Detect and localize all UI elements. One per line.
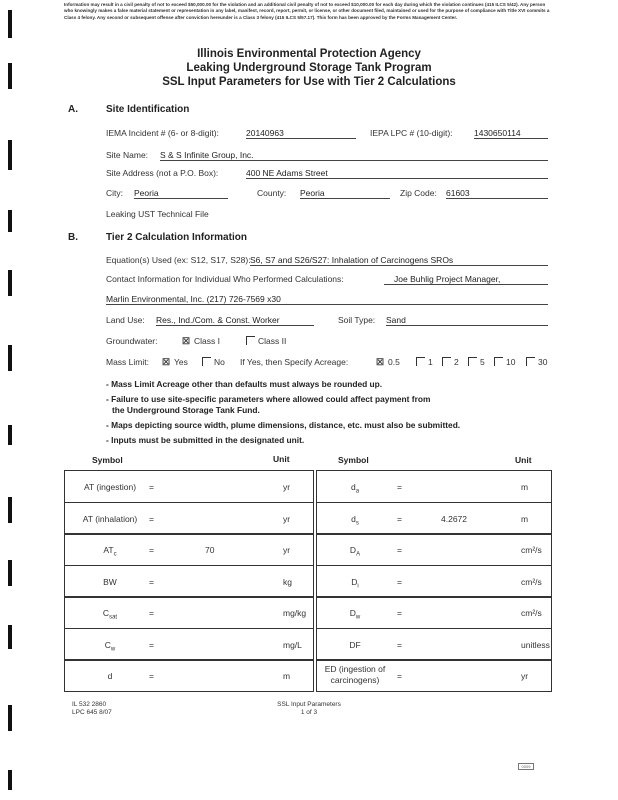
table-row — [316, 659, 552, 692]
param-symbol-sub: s — [355, 520, 359, 527]
land-use-label: Land Use: — [106, 315, 145, 325]
param-symbol — [317, 545, 393, 558]
class1-option[interactable] — [182, 336, 220, 346]
binding-mark — [8, 270, 12, 296]
param-unit: mg/L — [283, 639, 302, 650]
equals-sign: = — [149, 576, 154, 587]
param-symbol-text: AT — [103, 545, 114, 555]
param-symbol-text: d — [107, 671, 113, 681]
land-use-field[interactable]: Res., Ind./Com. & Const. Worker — [156, 315, 314, 326]
note-site-specific-cont: the Underground Storage Tank Fund. — [112, 405, 260, 415]
legal-notice: Information may result in a civil penalty of not to exceed $50,000.00 for the violation and an additional civil penalty of not to exceed $10,000.00 for each day during which the violation continues (415 ILCS 5/42). Any person who knowingly makes a false material statement or representation in any label, manifest, record, report, permit, or license, or other document filed, maintained or used for the purpose of compliance with Title XVI commits a Class 4 felony. Any second or subsequent offense after conviction hereunder is a Class 3 felony (415 ILCS 5/57.17). This form has been approved by the Forms Management Center. — [64, 2, 550, 20]
param-symbol — [317, 640, 393, 650]
county-label: County: — [257, 188, 287, 198]
param-symbol-text: ED (ingestion of carcinogens) — [324, 664, 386, 685]
binding-mark — [8, 345, 12, 371]
table-row — [64, 596, 314, 629]
param-symbol-sub: A — [356, 551, 361, 558]
param-value-field[interactable]: 70 — [205, 545, 215, 555]
section-b-title: Tier 2 Calculation Information — [106, 232, 247, 243]
acreage-label: If Yes, then Specify Acreage: — [240, 357, 349, 367]
table-row — [316, 596, 552, 629]
param-symbol — [65, 608, 155, 621]
city-field[interactable]: Peoria — [134, 188, 228, 199]
right-unit-header: Unit — [515, 455, 532, 465]
unchecked-icon[interactable] — [468, 357, 477, 366]
note-maps: - Maps depicting source width, plume dimensions, distance, etc. must also be submitted. — [106, 420, 461, 430]
param-symbol-sub: c — [113, 551, 117, 558]
param-unit: mg/kg — [283, 608, 307, 618]
param-symbol — [65, 671, 155, 681]
param-unit: m — [521, 482, 529, 492]
class2-option[interactable] — [246, 336, 286, 346]
soil-type-label: Soil Type: — [338, 315, 376, 325]
city-label: City: — [106, 188, 123, 198]
param-symbol-sub: a — [355, 488, 360, 495]
section-a-letter: A. — [68, 104, 78, 115]
unchecked-icon[interactable] — [494, 357, 503, 366]
acreage-option-1[interactable] — [416, 357, 433, 367]
acreage-option-30[interactable] — [526, 357, 547, 367]
equals-sign: = — [397, 608, 402, 618]
class1-label: Class I — [194, 336, 220, 346]
equations-field[interactable]: S6, S7 and S26/S27: Inhalation of Carcinogens SROs — [250, 255, 548, 266]
param-symbol — [317, 482, 393, 495]
left-symbol-header: Symbol — [92, 455, 123, 465]
param-symbol-sub: w — [355, 614, 361, 621]
program-name: Leaking Underground Storage Tank Program — [186, 62, 432, 74]
binding-mark — [8, 560, 12, 586]
binding-mark — [8, 210, 12, 232]
tech-file-label: Leaking UST Technical File — [106, 209, 209, 219]
acreage-option-10[interactable] — [494, 357, 515, 367]
form-id-line1: IL 532 2860 — [72, 701, 107, 708]
agency-name: Illinois Environmental Protection Agency — [197, 48, 421, 60]
param-symbol-text: BW — [103, 576, 117, 587]
table-row — [64, 533, 314, 566]
param-symbol-text: DF — [349, 639, 361, 650]
param-symbol-text: AT (ingestion) — [83, 482, 137, 492]
contact-label: Contact Information for Individual Who Performed Calculations: — [106, 274, 344, 284]
unchecked-icon[interactable] — [442, 357, 451, 366]
checked-icon[interactable]: ☒ — [182, 336, 191, 346]
acreage-value: 10 — [506, 357, 516, 367]
param-unit: yr — [283, 513, 291, 524]
param-symbol-text: C — [104, 639, 111, 650]
binding-mark — [8, 497, 12, 523]
unchecked-icon[interactable] — [416, 357, 425, 366]
acreage-option-2[interactable] — [442, 357, 459, 367]
incident-field[interactable]: 20140963 — [246, 128, 356, 139]
equals-sign: = — [397, 545, 402, 555]
equals-sign: = — [149, 639, 154, 650]
class2-label: Class II — [258, 336, 287, 346]
param-symbol-sub: sat — [109, 614, 118, 621]
param-unit: kg — [283, 576, 292, 587]
left-unit-header: Unit — [273, 454, 290, 464]
param-symbol — [65, 482, 155, 492]
param-symbol-text: d — [350, 482, 356, 492]
contact-field-line2[interactable]: Marlin Environmental, Inc. (217) 726-7569 x30 — [106, 294, 548, 305]
unchecked-icon[interactable] — [246, 336, 255, 345]
acreage-value: 0.5 — [388, 357, 400, 367]
param-unit: cm²/s — [521, 545, 542, 555]
binding-mark — [8, 140, 12, 170]
page-number: 1 of 3 — [300, 709, 318, 716]
table-row — [64, 628, 314, 661]
table-row — [316, 565, 552, 598]
equals-sign: = — [149, 482, 154, 492]
site-name-field[interactable]: S & S Infinite Group, Inc. — [160, 150, 548, 161]
form-id-line2: LPC 645 8/07 — [72, 709, 112, 716]
binding-mark — [8, 770, 12, 790]
param-symbol — [65, 545, 155, 558]
contact-field-line1[interactable]: Joe Buhlig Project Manager, — [384, 274, 548, 285]
table-row — [64, 470, 314, 503]
equals-sign: = — [149, 545, 154, 555]
equals-sign: = — [397, 671, 402, 681]
table-row — [316, 533, 552, 566]
section-b-letter: B. — [68, 232, 78, 243]
param-unit: yr — [283, 482, 291, 492]
groundwater-label: Groundwater: — [106, 336, 158, 346]
address-label: Site Address (not a P.O. Box): — [106, 168, 219, 178]
param-unit: cm²/s — [521, 608, 542, 618]
param-symbol — [317, 664, 393, 686]
param-unit: m — [521, 513, 529, 524]
param-symbol-text: D — [349, 545, 357, 555]
table-row — [64, 659, 314, 692]
table-row — [316, 628, 552, 661]
equals-sign: = — [397, 576, 402, 587]
equations-label: Equation(s) Used (ex: S12, S17, S28): — [106, 255, 251, 265]
param-symbol — [317, 577, 393, 590]
param-symbol-sub: w — [110, 646, 116, 653]
yes-label: Yes — [174, 357, 188, 367]
soil-type-field[interactable]: Sand — [386, 315, 548, 326]
param-symbol-text: D — [351, 576, 358, 587]
footer-title: SSL Input Parameters — [277, 701, 341, 708]
equals-sign: = — [149, 513, 154, 524]
param-unit: m — [283, 671, 291, 681]
lpc-field[interactable]: 1430650114 — [474, 128, 548, 139]
param-symbol-text: d — [351, 513, 356, 524]
equals-sign: = — [149, 671, 154, 681]
checked-icon[interactable]: ☒ — [162, 357, 171, 367]
binding-mark — [8, 625, 12, 649]
param-symbol — [65, 514, 155, 524]
param-symbol-text: AT (inhalation) — [82, 513, 138, 524]
unchecked-icon[interactable] — [202, 357, 211, 366]
acreage-value: 5 — [480, 357, 485, 367]
right-symbol-header: Symbol — [338, 455, 369, 465]
param-unit: unitless — [521, 639, 550, 650]
equals-sign: = — [149, 608, 154, 618]
table-row — [316, 502, 552, 535]
param-symbol-sub: i — [357, 583, 359, 590]
param-unit: yr — [521, 671, 529, 681]
param-value-field[interactable]: 4.2672 — [441, 513, 467, 524]
acreage-value: 2 — [454, 357, 459, 367]
param-symbol-text: D — [349, 608, 356, 618]
unchecked-icon[interactable] — [526, 357, 535, 366]
no-label: No — [214, 357, 225, 367]
note-acreage: - Mass Limit Acreage other than defaults must always be rounded up. — [106, 379, 383, 389]
yes-option[interactable] — [162, 357, 188, 367]
page-footer — [0, 701, 618, 717]
param-unit: cm²/s — [521, 576, 542, 587]
table-row — [64, 565, 314, 598]
checked-icon[interactable]: ☒ — [376, 357, 385, 367]
equals-sign: = — [397, 513, 402, 524]
acreage-value: 30 — [538, 357, 548, 367]
page-stamp: 0009 — [518, 763, 534, 770]
mass-limit-label: Mass Limit: — [106, 357, 149, 367]
param-symbol — [317, 514, 393, 527]
incident-label: IEMA Incident # (6- or 8-digit): — [106, 128, 219, 138]
equals-sign: = — [397, 639, 402, 650]
param-symbol — [317, 608, 393, 621]
note-units: - Inputs must be submitted in the designated unit. — [106, 435, 305, 445]
acreage-option-0.5[interactable] — [376, 357, 400, 367]
page-title — [0, 47, 618, 89]
site-name-label: Site Name: — [106, 150, 149, 160]
equals-sign: = — [397, 482, 402, 492]
county-field[interactable]: Peoria — [300, 188, 390, 199]
acreage-value: 1 — [428, 357, 433, 367]
zip-field[interactable]: 61603 — [446, 188, 548, 199]
address-field[interactable]: 400 NE Adams Street — [246, 168, 548, 179]
param-symbol-text: C — [102, 608, 110, 618]
no-option[interactable] — [202, 357, 225, 367]
binding-mark — [8, 425, 12, 445]
lpc-label: IEPA LPC # (10-digit): — [370, 128, 453, 138]
param-unit: yr — [283, 545, 291, 555]
form-title: SSL Input Parameters for Use with Tier 2 Calculations — [162, 76, 456, 88]
table-row — [64, 502, 314, 535]
binding-mark — [8, 10, 12, 38]
acreage-option-5[interactable] — [468, 357, 485, 367]
param-symbol — [65, 577, 155, 587]
note-site-specific: - Failure to use site-specific parameters where allowed could affect payment from — [106, 394, 431, 404]
table-row — [316, 470, 552, 503]
param-symbol — [65, 640, 155, 653]
zip-label: Zip Code: — [400, 188, 437, 198]
section-a-title: Site Identification — [106, 104, 190, 115]
